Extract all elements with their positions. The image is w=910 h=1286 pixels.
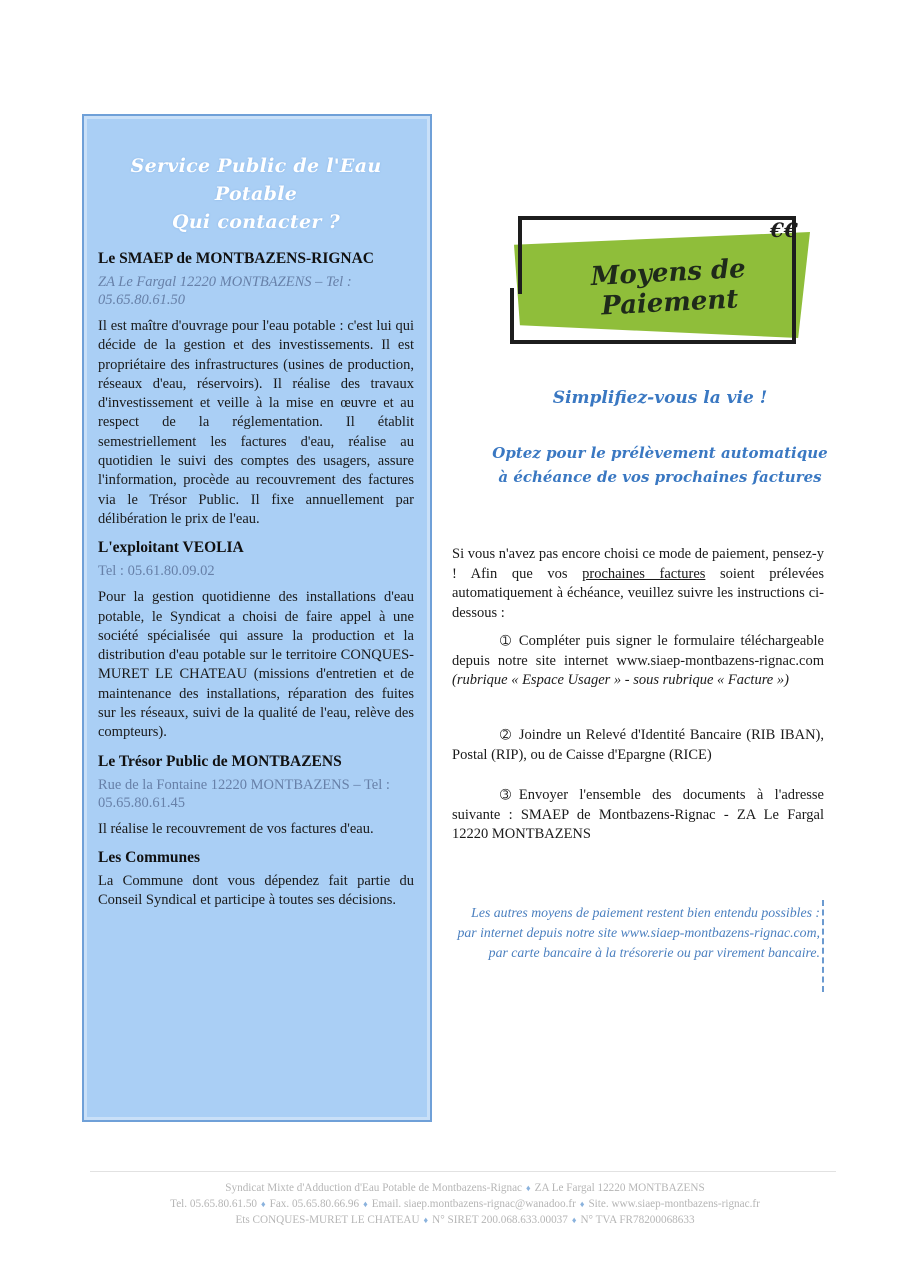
drop-icon: ♦ bbox=[423, 1215, 429, 1225]
step-1-number: ➀ bbox=[500, 634, 511, 649]
step-3 bbox=[452, 786, 824, 845]
banner-title: Moyens de Paiement bbox=[589, 253, 747, 322]
panel-title-line2: Qui contacter ? bbox=[171, 211, 341, 233]
smaep-contact: ZA Le Fargal 12220 MONTBAZENS – Tel : 05.65.80.61.50 bbox=[98, 274, 352, 308]
tagline: Simplifiez-vous la vie ! bbox=[552, 388, 768, 408]
smaep-description: Il est maître d'ouvrage pour l'eau potable : c'est lui qui décide de la gestion et des investissements. Il est propriétaire des infrastructures (usines de production, réseaux d'eau, réservoirs). Il réalise des travaux d'investissement et veille à la mise en œuvre et au respect de la réglementation. Il établit semestriellement les factures d'eau, réalise au quotidien le suivi des comptes des usagers, assure l'information, procède au recouvrement des factures via le Trésor Public. Il fixe annuellement par délibération le prix de l'eau. bbox=[98, 318, 414, 527]
footer-territory: Ets CONQUES-MURET LE CHATEAU bbox=[235, 1214, 420, 1226]
payment-note: Les autres moyens de paiement restent bien entendu possibles : par internet depuis notre site www.siaep-montbazens-rignac.com, par carte bancaire à la trésorerie ou par virement bancaire. bbox=[457, 905, 820, 960]
payment-banner bbox=[508, 210, 818, 360]
footer-siret: N° SIRET 200.068.633.00037 bbox=[432, 1214, 568, 1226]
veolia-description: Pour la gestion quotidienne des installations d'eau potable, le Syndicat a choisi de faire appel à une société spécialisée qui assure la production et la distribution d'eau potable sur le territoire CONQUES-MURET LE CHATEAU (missions d'entretien et de maintenance des installations, réparation des fuites sur les réseaux, suivi de la qualité de l'eau, relève des compteurs). bbox=[98, 589, 414, 741]
subtagline-line1: Optez pour le prélèvement automatique bbox=[492, 444, 828, 462]
footer bbox=[80, 1180, 850, 1228]
footer-org-name: Syndicat Mixte d'Adduction d'Eau Potable de Montbazens-Rignac bbox=[225, 1182, 523, 1194]
footer-divider bbox=[90, 1171, 836, 1172]
note-divider bbox=[822, 900, 824, 992]
footer-line-3 bbox=[80, 1212, 850, 1228]
footer-email: Email. siaep.montbazens-rignac@wanadoo.fr bbox=[371, 1198, 576, 1210]
drop-icon: ♦ bbox=[526, 1183, 531, 1193]
step-2-text: Joindre un Relevé d'Identité Bancaire (RIB IBAN), Postal (RIP), ou de Caisse d'Epargne (RICE) bbox=[452, 727, 824, 763]
intro-paragraph bbox=[452, 545, 824, 623]
communes-description: La Commune dont vous dépendez fait partie du Conseil Syndical et participe à toutes ses décisions. bbox=[98, 872, 414, 909]
veolia-contact: Tel : 05.61.80.09.02 bbox=[98, 563, 215, 580]
footer-tel: Tel. 05.65.80.61.50 bbox=[170, 1198, 258, 1210]
euro-icon: €€ bbox=[770, 218, 798, 242]
tresor-description: Il réalise le recouvrement de vos factures d'eau. bbox=[98, 820, 374, 837]
footer-line-1 bbox=[80, 1180, 850, 1196]
step-3-number: ➂ bbox=[500, 788, 511, 803]
subtagline-line2: à échéance de vos prochaines factures bbox=[498, 468, 822, 486]
footer-address: ZA Le Fargal 12220 MONTBAZENS bbox=[534, 1182, 705, 1194]
footer-tva: N° TVA FR78200068633 bbox=[580, 1214, 695, 1226]
step-2 bbox=[452, 726, 824, 765]
footer-site: Site. www.siaep-montbazens-rignac.fr bbox=[588, 1198, 760, 1210]
panel-title bbox=[98, 152, 414, 236]
panel-title-line1: Service Public de l'Eau Potable bbox=[130, 155, 382, 205]
smaep-heading: Le SMAEP de MONTBAZENS-RIGNAC bbox=[98, 250, 375, 267]
step-1-note: (rubrique « Espace Usager » - sous rubrique « Facture ») bbox=[452, 672, 789, 688]
tresor-contact: Rue de la Fontaine 12220 MONTBAZENS – Tel : 05.65.80.61.45 bbox=[98, 776, 390, 811]
step-1 bbox=[452, 632, 824, 691]
drop-icon: ♦ bbox=[261, 1199, 266, 1209]
banner-frame bbox=[510, 288, 514, 344]
banner-frame bbox=[510, 340, 796, 344]
intro-text: Si vous n'avez pas encore choisi ce mode de paiement, pensez-y ! Afin que vos bbox=[452, 546, 824, 582]
subtagline bbox=[460, 441, 860, 489]
drop-icon: ♦ bbox=[579, 1199, 585, 1209]
veolia-heading: L'exploitant VEOLIA bbox=[98, 539, 244, 557]
intro-underlined: prochaines factures bbox=[582, 565, 706, 582]
tresor-heading: Le Trésor Public de MONTBAZENS bbox=[98, 752, 342, 770]
footer-fax: Fax. 05.65.80.66.96 bbox=[269, 1198, 360, 1210]
intro-text-end: soient prélevées automatiquement à échéance, veuillez suivre les instructions ci-dessous : bbox=[452, 565, 824, 621]
footer-line-2 bbox=[80, 1196, 850, 1212]
communes-heading: Les Communes bbox=[98, 848, 201, 866]
banner-frame bbox=[518, 216, 522, 294]
step-1-text: Compléter puis signer le formulaire téléchargeable depuis notre site internet www.siaep-montbazens-rignac.com bbox=[452, 633, 824, 669]
drop-icon: ♦ bbox=[571, 1215, 577, 1225]
banner-frame bbox=[518, 216, 796, 220]
contact-panel bbox=[82, 114, 432, 1122]
drop-icon: ♦ bbox=[363, 1199, 368, 1209]
step-3-text: Envoyer l'ensemble des documents à l'adresse suivante : SMAEP de Montbazens-Rignac - ZA Le Fargal 12220 MONTBAZENS bbox=[452, 787, 824, 842]
step-2-number: ➁ bbox=[500, 728, 511, 743]
